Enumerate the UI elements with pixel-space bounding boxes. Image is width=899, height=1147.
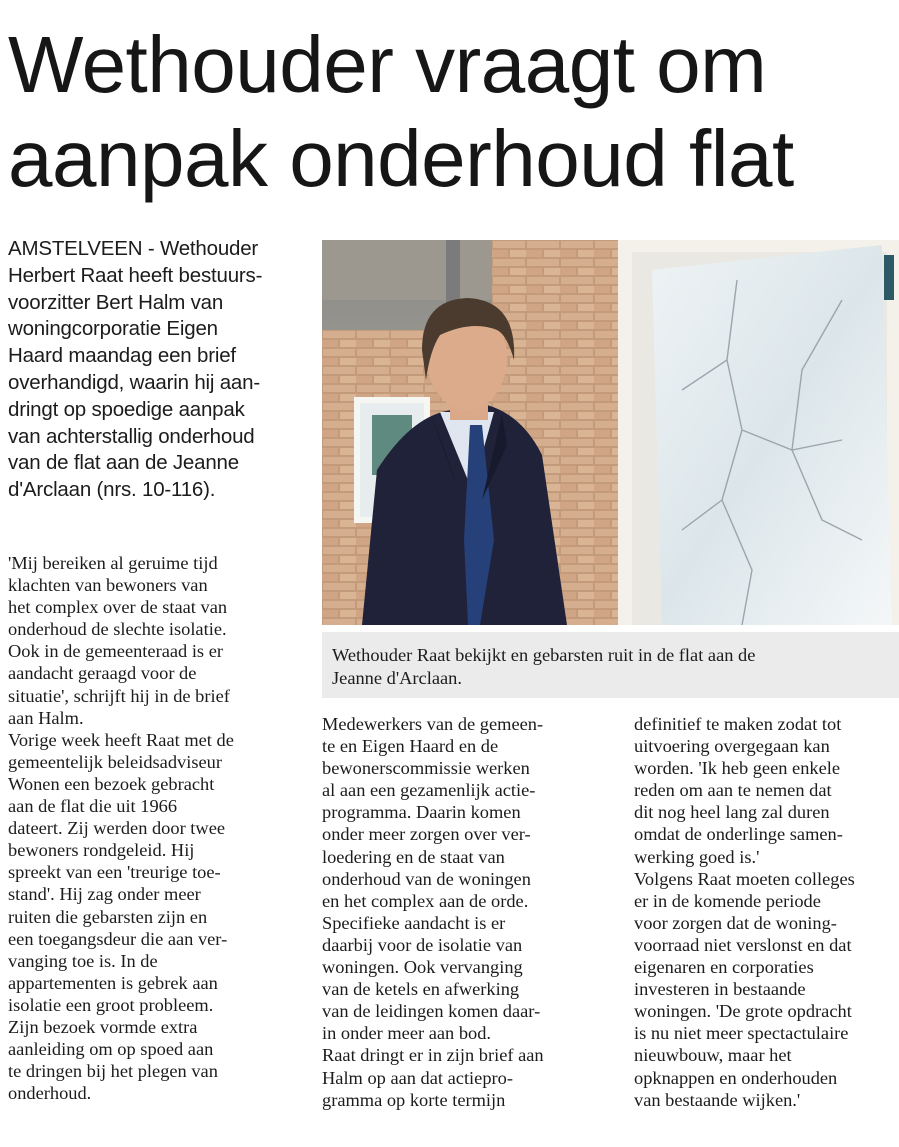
body-line: worden. 'Ik heb geen enkele <box>634 758 841 779</box>
body-line: loedering en de staat van <box>322 846 505 867</box>
body-line: er in de komende periode <box>634 890 821 911</box>
body-line: een toegangsdeur die aan ver- <box>8 928 228 949</box>
body-line: Medewerkers van de gemeen- <box>322 714 544 734</box>
body-line: uitvoering overgegaan kan <box>634 736 830 757</box>
body-line: dateert. Zij werden door twee <box>8 818 226 839</box>
body-line: te en Eigen Haard en de <box>322 736 499 757</box>
body-column-3 <box>634 713 899 1111</box>
body-column-1 <box>8 552 308 1104</box>
photo-caption-box <box>322 632 899 698</box>
caption-line: Wethouder Raat bekijkt en gebarsten ruit in de flat aan de <box>332 645 756 665</box>
body-line: bewoners rondgeleid. Hij <box>8 840 195 861</box>
article-photo <box>322 240 899 625</box>
body-line: omdat de onderlinge samen- <box>634 824 843 845</box>
body-line: onder meer zorgen over ver- <box>322 824 531 845</box>
body-line: Wonen een bezoek gebracht <box>8 773 215 794</box>
body-line: is nu niet meer spectactulaire <box>634 1023 849 1044</box>
body-line: bewonerscommissie werken <box>322 758 530 779</box>
body-line: van de ketels en afwerking <box>322 979 520 1000</box>
body-line: al aan een gezamenlijk actie- <box>322 780 536 801</box>
body-line: ruiten die gebarsten zijn en <box>8 906 208 927</box>
body-line: programma. Daarin komen <box>322 802 521 823</box>
body-line: Ook in de gemeenteraad is er <box>8 641 223 662</box>
lead-line: van de flat aan de Jeanne <box>8 451 239 475</box>
body-line: stand'. Hij zag onder meer <box>8 884 201 905</box>
body-column-2 <box>322 713 612 1111</box>
lead-line: woningcorporatie Eigen <box>8 317 218 341</box>
body-line: gemeentelijk beleidsadviseur <box>8 751 222 772</box>
body-line: vanging toe is. In de <box>8 950 158 971</box>
body-line: eigenaren en corporaties <box>634 957 814 978</box>
body-line: aan Halm. <box>8 707 84 728</box>
body-line: nieuwbouw, maar het <box>634 1045 792 1066</box>
body-line: isolatie een groot probleem. <box>8 994 214 1015</box>
headline-line: aanpak onderhoud flat <box>8 114 794 203</box>
body-line: aanleiding om op spoed aan <box>8 1039 214 1060</box>
body-line: spreekt van een 'treurige toe- <box>8 862 221 883</box>
body-line: woningen. Ook vervanging <box>322 957 523 978</box>
body-line: Raat dringt er in zijn brief aan <box>322 1045 544 1066</box>
body-line: daarbij voor de isolatie van <box>322 934 523 955</box>
body-line: Zijn bezoek vormde extra <box>8 1016 198 1037</box>
body-line: in onder meer aan bod. <box>322 1023 492 1044</box>
body-line: Specifieke aandacht is er <box>322 912 506 933</box>
body-line: onderhoud van de woningen <box>322 868 531 889</box>
lead-line: d'Arclaan (nrs. 10-116). <box>8 478 216 502</box>
body-line: voorraad niet verslonst en dat <box>634 934 852 955</box>
body-line: reden om aan te nemen dat <box>634 780 832 801</box>
body-line: definitief te maken zodat tot <box>634 714 842 734</box>
body-line: Vorige week heeft Raat met de <box>8 729 234 750</box>
body-line: werking goed is.' <box>634 846 760 867</box>
lead-line: AMSTELVEEN - Wethouder <box>8 237 259 260</box>
body-line: Volgens Raat moeten colleges <box>634 868 855 889</box>
body-line: van bestaande wijken.' <box>634 1089 801 1110</box>
body-line: dit nog heel lang zal duren <box>634 802 830 823</box>
body-line: voor zorgen dat de woning- <box>634 912 837 933</box>
body-line: woningen. 'De grote opdracht <box>634 1001 852 1022</box>
lead-line: Haard maandag een brief <box>8 344 236 368</box>
body-line: en het complex aan de orde. <box>322 890 529 911</box>
lead-line: van achterstallig onderhoud <box>8 424 255 448</box>
lead-line: dringt op spoedige aanpak <box>8 397 245 421</box>
body-line: onderhoud de slechte isolatie. <box>8 619 227 640</box>
body-line: opknappen en onderhouden <box>634 1067 838 1088</box>
body-line: 'Mij bereiken al geruime tijd <box>8 553 218 573</box>
body-line: investeren in bestaande <box>634 979 806 1000</box>
lead-paragraph <box>8 236 308 504</box>
body-line: appartementen is gebrek aan <box>8 972 218 993</box>
headline-line: Wethouder vraagt om <box>8 20 767 109</box>
body-line: aandacht geraagd voor de <box>8 663 197 684</box>
body-line: van de leidingen komen daar- <box>322 1001 541 1022</box>
body-line: Halm op aan dat actiepro- <box>322 1067 513 1088</box>
body-line: te dringen bij het plegen van <box>8 1061 218 1082</box>
lead-line: voorzitter Bert Halm van <box>8 290 224 314</box>
body-line: het complex over de staat van <box>8 597 228 618</box>
body-line: aan de flat die uit 1966 <box>8 796 178 817</box>
body-line: gramma op korte termijn <box>322 1089 506 1110</box>
caption-line: Jeanne d'Arclaan. <box>332 667 462 688</box>
photo-caption <box>332 644 755 689</box>
lead-line: Herbert Raat heeft bestuurs- <box>8 263 263 287</box>
body-line: klachten van bewoners van <box>8 575 208 596</box>
lead-line: overhandigd, waarin hij aan- <box>8 370 260 394</box>
body-line: onderhoud. <box>8 1083 92 1104</box>
body-line: situatie', schrijft hij in de brief <box>8 685 230 706</box>
headline <box>8 18 888 206</box>
